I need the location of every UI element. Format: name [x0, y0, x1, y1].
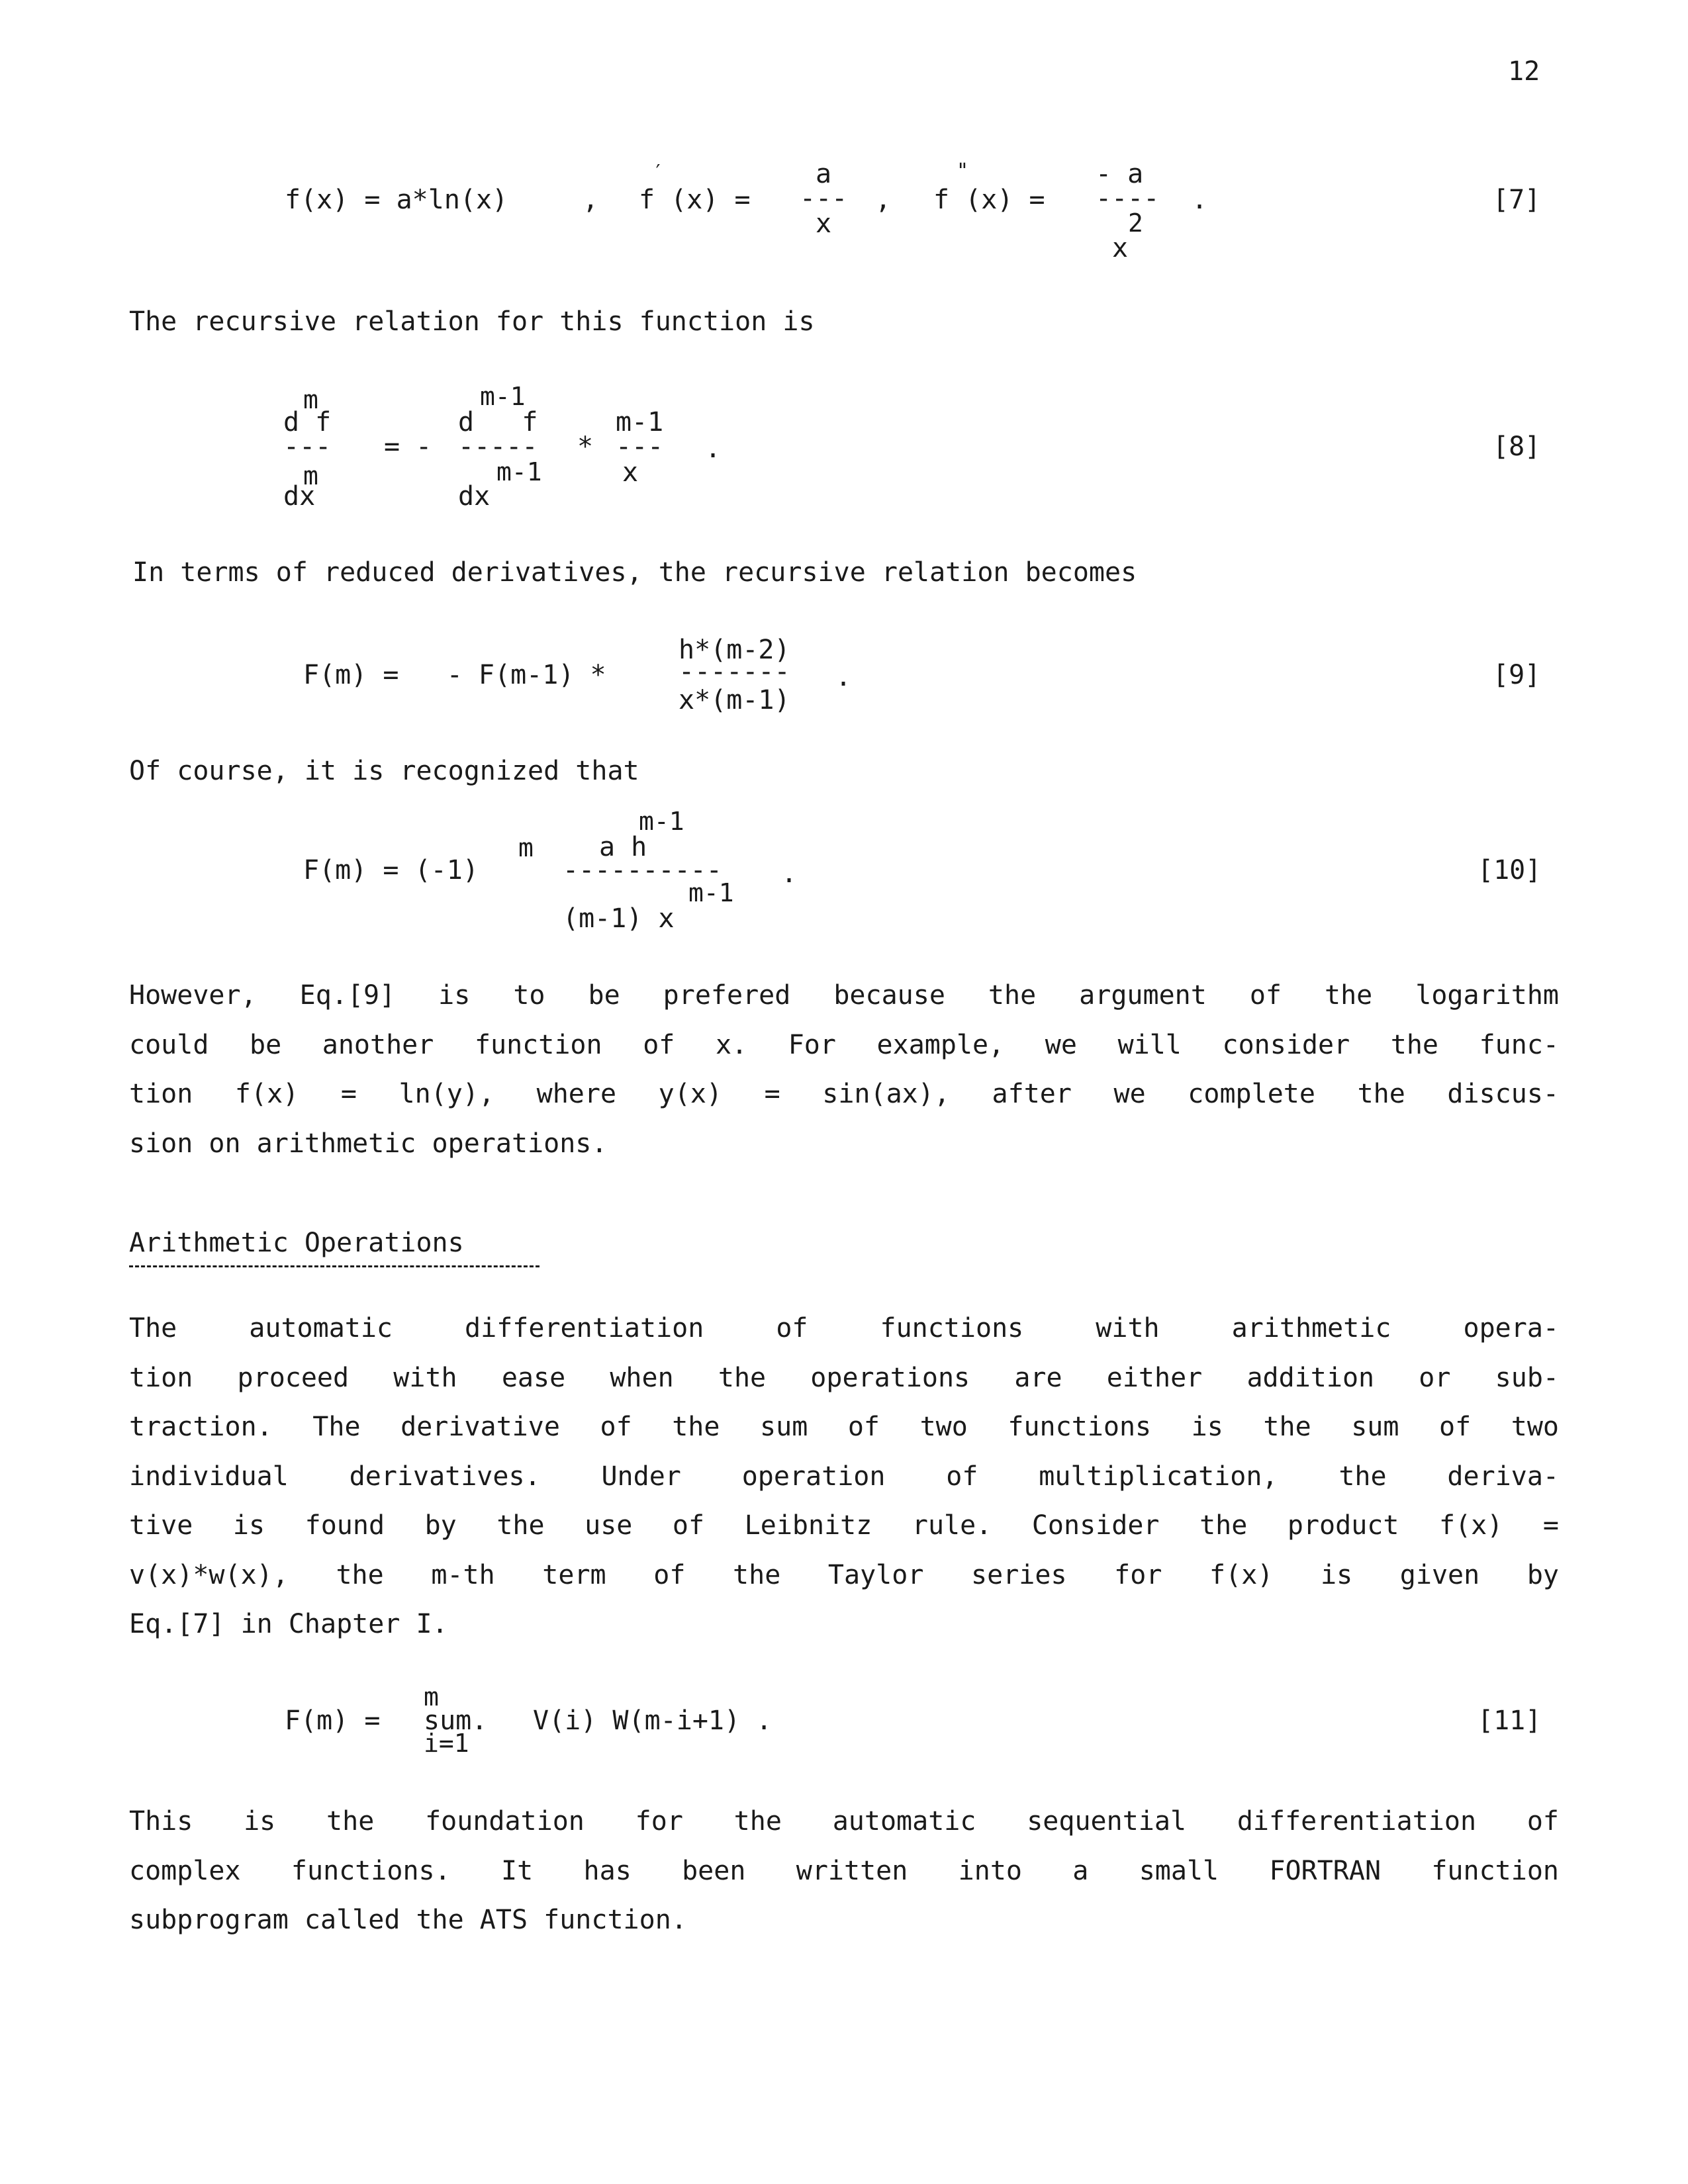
- eq8-denominator-right: x: [622, 457, 639, 488]
- eq7-first-derivative: f (x) =: [639, 185, 751, 215]
- eq9-label: [9]: [1493, 660, 1541, 690]
- paragraph-line: traction. The derivative of the sum of two functions is the sum of two: [129, 1412, 1559, 1442]
- eq10-numerator-exponent: m-1: [639, 807, 684, 836]
- eq8-label: [8]: [1493, 432, 1541, 462]
- eq8-period: .: [705, 433, 722, 464]
- eq7-comma-2: ,: [875, 185, 892, 215]
- eq7-comma: ,: [583, 185, 599, 215]
- eq7-second-derivative: f (x) =: [933, 185, 1045, 215]
- eq11-label: [11]: [1477, 1706, 1542, 1736]
- paragraph-line: subprogram called the ATS function.: [129, 1905, 687, 1935]
- eq7-frac1-numerator: a: [816, 159, 832, 189]
- eq9-numerator: h*(m-2): [679, 635, 790, 665]
- eq11-rhs: V(i) W(m-i+1) .: [533, 1706, 773, 1736]
- paragraph-line: This is the foundation for the automatic sequential differentiation of: [129, 1806, 1559, 1837]
- paragraph-line: sion on arithmetic operations.: [129, 1128, 608, 1159]
- paragraph-however: [129, 971, 1559, 1168]
- eq10-denominator: (m-1) x: [563, 903, 675, 934]
- paragraph-line: could be another function of x. For example, we will consider the func-: [129, 1029, 1559, 1060]
- section-heading: Arithmetic Operations: [129, 1228, 464, 1258]
- eq9-bar: -------: [679, 657, 790, 687]
- eq8-bar-mid: -----: [458, 432, 538, 462]
- paragraph-line: tive is found by the use of Leibnitz rule. Consider the product f(x) =: [129, 1510, 1559, 1541]
- eq8-denominator-mid: dx: [458, 481, 491, 512]
- eq9-period: .: [835, 662, 852, 692]
- eq8-numerator-right: m-1: [616, 407, 664, 437]
- eq7-frac2-exponent: 2: [1128, 208, 1143, 238]
- eq8-sub-m1: m-1: [496, 457, 542, 486]
- eq10-lhs: F(m) = (-1): [303, 855, 479, 886]
- paragraph-line: Eq.[7] in Chapter I.: [129, 1609, 448, 1639]
- eq10-numerator: a h: [599, 832, 647, 862]
- eq11-sum-lower: i=1: [424, 1729, 469, 1758]
- paragraph-foundation: [129, 1797, 1559, 1945]
- eq10-denominator-exponent: m-1: [688, 878, 734, 907]
- double-prime-mark: ": [957, 159, 969, 183]
- eq8-times: *: [577, 432, 594, 462]
- eq9-lhs: F(m) = - F(m-1) *: [303, 660, 606, 690]
- eq8-bar-right: ---: [616, 432, 664, 462]
- eq10-exponent-m: m: [518, 833, 534, 862]
- eq8-sub-m: m: [303, 461, 318, 490]
- text-reduced-derivatives: In terms of reduced derivatives, the recursive relation becomes: [132, 557, 1137, 588]
- page-number: 12: [1508, 56, 1540, 87]
- eq8-numerator-lhs: d f: [283, 407, 332, 437]
- paragraph-line: However, Eq.[9] is to be prefered because the argument of the logarithm: [129, 980, 1559, 1011]
- eq8-bar-lhs: ---: [283, 432, 332, 462]
- eq7-frac1-bar: ---: [800, 183, 848, 214]
- eq8-sup-m: m: [303, 385, 318, 414]
- heading-underline: [129, 1265, 539, 1267]
- eq7-lhs: f(x) = a*ln(x): [285, 185, 508, 215]
- eq7-frac1-denominator: x: [816, 208, 832, 239]
- eq7-frac2-numerator: - a: [1096, 159, 1144, 189]
- paragraph-line: individual derivatives. Under operation of multiplication, the deriva-: [129, 1461, 1559, 1492]
- eq11-sum: sum.: [424, 1706, 488, 1736]
- eq11-sum-upper: m: [424, 1682, 439, 1711]
- eq8-equals-minus: = -: [384, 432, 432, 462]
- eq7-label: [7]: [1493, 185, 1541, 215]
- eq11-lhs: F(m) =: [285, 1706, 381, 1736]
- eq8-sup-m1: m-1: [480, 382, 526, 411]
- eq9-denominator: x*(m-1): [679, 685, 790, 715]
- prime-mark: ′: [652, 161, 665, 184]
- text-recursive-relation: The recursive relation for this function is: [129, 306, 815, 337]
- paragraph-line: tion f(x) = ln(y), where y(x) = sin(ax), after we complete the discus-: [129, 1079, 1559, 1109]
- eq8-numerator-mid: d f: [458, 407, 538, 437]
- paragraph-line: The automatic differentiation of functions with arithmetic opera-: [129, 1313, 1559, 1343]
- eq7-frac2-denominator: x: [1112, 233, 1129, 263]
- eq10-label: [10]: [1477, 855, 1542, 886]
- paragraph-line: tion proceed with ease when the operations are either addition or sub-: [129, 1362, 1559, 1393]
- eq8-denominator-lhs: dx: [283, 481, 316, 512]
- text-of-course: Of course, it is recognized that: [129, 756, 639, 786]
- paragraph-line: v(x)*w(x), the m-th term of the Taylor series for f(x) is given by: [129, 1559, 1559, 1590]
- eq10-period: .: [781, 858, 798, 889]
- paragraph-arithmetic: [129, 1304, 1559, 1649]
- eq7-period: .: [1192, 185, 1208, 215]
- eq7-frac2-bar: ----: [1096, 183, 1160, 214]
- paragraph-line: complex functions. It has been written into a small FORTRAN function: [129, 1855, 1559, 1886]
- eq10-bar: ----------: [563, 855, 722, 886]
